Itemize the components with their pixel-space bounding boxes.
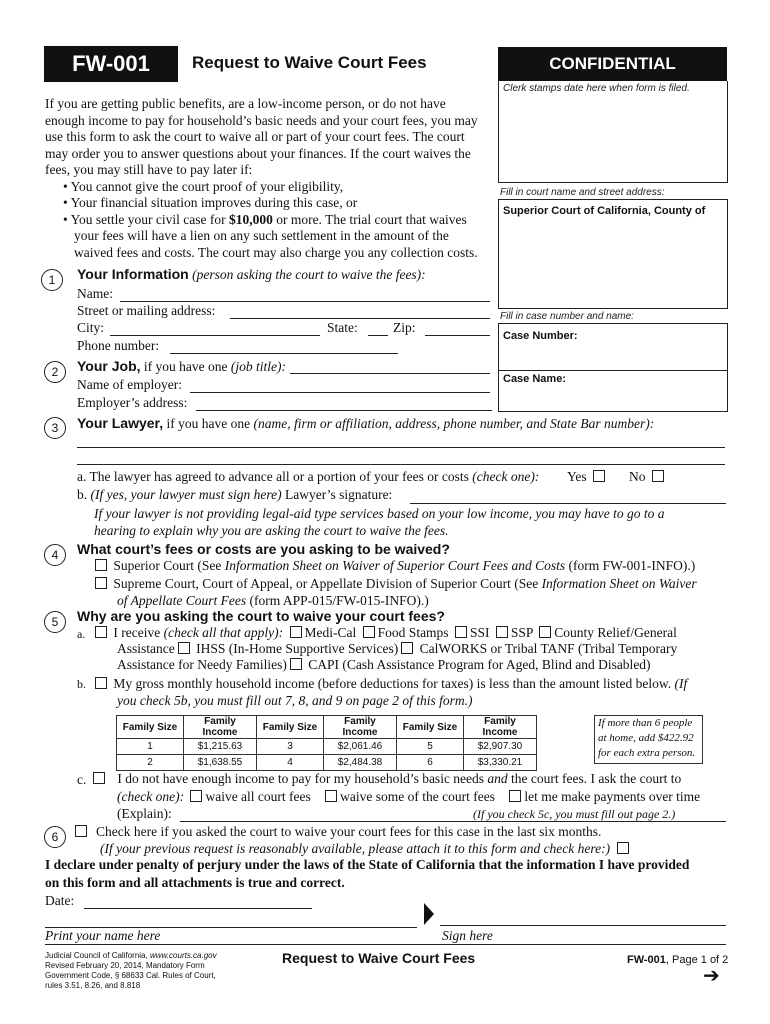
intro-bullet: • You settle your civil case for $10,000 or more. The trial court that waives: [63, 211, 467, 227]
case-info-label: Fill in case number and name:: [500, 311, 634, 322]
form-title: Request to Waive Court Fees: [192, 53, 427, 72]
employer-field[interactable]: [190, 392, 490, 393]
city-field[interactable]: [110, 335, 320, 336]
section-3-heading: Your Lawyer, if you have one (name, firm or affiliation, address, phone number, and State Bar number):: [77, 415, 655, 431]
previous-request-option: Check here if you asked the court to waive your court fees for this case in the last six months. (If your previous request is reasonably available, please attach it to this form and check here:): [72, 823, 632, 857]
case-number-box[interactable]: [498, 323, 728, 371]
waive-some-checkbox[interactable]: [325, 790, 337, 802]
footer-title: Request to Waive Court Fees: [282, 950, 476, 966]
attached-request-checkbox[interactable]: [617, 842, 629, 854]
table-cell: $2,484.38: [324, 755, 397, 771]
table-cell: 4: [257, 755, 324, 771]
section-number: 6: [44, 826, 66, 848]
section-5-heading: Why are you asking the court to waive your court fees?: [77, 608, 445, 624]
intro-line: fees, you may still have to pay later if:: [45, 162, 253, 177]
county-relief-checkbox[interactable]: [539, 626, 551, 638]
date-label: Date:: [45, 893, 75, 908]
section-number: 1: [41, 269, 63, 291]
court-name: Superior Court of California, County of: [503, 205, 706, 217]
table-cell: 6: [397, 755, 464, 771]
intro-text: [45, 96, 478, 261]
court-name-label: Fill in court name and street address:: [500, 187, 665, 198]
zip-label: Zip:: [393, 320, 416, 335]
table-cell: 3: [257, 739, 324, 755]
street-label: Street or mailing address:: [77, 303, 216, 318]
table-cell: $2,907.30: [464, 739, 537, 755]
payments-checkbox[interactable]: [509, 790, 521, 802]
benefits-line-3: Assistance for Needy Families) CAPI (Cash Assistance Program for Aged, Blind and Disabled): [117, 657, 651, 672]
date-field[interactable]: [84, 908, 312, 909]
lawyer-note: If your lawyer is not providing legal-aid type services based on your low income, you may have to go to a hearing to explain why you are asking the court to waive the fees.: [94, 506, 665, 538]
ssi-checkbox[interactable]: [455, 626, 467, 638]
sign-arrow-icon: [424, 903, 434, 925]
previous-request-checkbox[interactable]: [75, 825, 87, 837]
lawyer-advance-question: a. The lawyer has agreed to advance all or a portion of your fees or costs (check one):: [77, 469, 540, 484]
waiver-choice-line: (check one): waive all court fees waive some of the court fees let me make payments over time: [117, 789, 701, 804]
basic-needs-option: I do not have enough income to pay for my household’s basic needs and the court fees. I ask the court to: [90, 771, 681, 787]
lawyer-no-option[interactable]: No: [629, 469, 667, 485]
print-name-label: Print your name here: [45, 928, 161, 943]
name-label: Name:: [77, 286, 113, 301]
name-field[interactable]: [120, 301, 490, 302]
table-header: Family Income: [324, 716, 397, 739]
case-number-label: Case Number:: [503, 330, 578, 342]
explain-field[interactable]: [180, 821, 726, 822]
section-2-heading: Your Job, if you have one (job title):: [77, 358, 286, 374]
benefits-line-1: I receive (check all that apply): Medi-Cal Food Stamps SSI SSP County Relief/General: [92, 625, 677, 641]
waive-all-checkbox[interactable]: [190, 790, 202, 802]
ihss-checkbox[interactable]: [401, 642, 413, 654]
item-5c-letter: c.: [77, 772, 87, 787]
intro-bullet: • You cannot give the court proof of your eligibility,: [63, 178, 344, 194]
table-header: Family Size: [117, 716, 184, 739]
table-row: [117, 755, 537, 771]
employer-address-label: Employer’s address:: [77, 395, 188, 410]
court-name-box[interactable]: [498, 199, 728, 309]
intro-line: may order you to answer questions about your finances. If the court waives the: [45, 145, 471, 161]
job-title-field[interactable]: [290, 373, 490, 374]
form-id-badge: [44, 46, 178, 82]
next-page-arrow-icon[interactable]: ➔: [703, 965, 720, 987]
table-cell: $2,061.46: [324, 739, 397, 755]
clerk-stamp-box[interactable]: [498, 81, 728, 183]
confidential-label: CONFIDENTIAL: [549, 54, 676, 73]
low-income-checkbox[interactable]: [95, 677, 107, 689]
benefits-line-2: Assistance IHSS (In-Home Supportive Services) CalWORKS or Tribal TANF (Tribal Temporary: [117, 641, 678, 656]
state-field[interactable]: [368, 335, 388, 336]
phone-field[interactable]: [170, 353, 398, 354]
intro-line: use this form to ask the court to waive all or part of your court fees. The court: [45, 129, 465, 144]
phone-label: Phone number:: [77, 338, 160, 353]
city-label: City:: [77, 320, 105, 335]
intro-bullet-cont: waived fees and costs. The court may also charge you any collection costs.: [74, 244, 478, 260]
receive-benefits-checkbox[interactable]: [95, 626, 107, 638]
ssp-checkbox[interactable]: [496, 626, 508, 638]
table-cell: $3,330.21: [464, 755, 537, 771]
food-stamps-checkbox[interactable]: [363, 626, 375, 638]
employer-address-field[interactable]: [196, 410, 492, 411]
case-name-box[interactable]: [498, 369, 728, 412]
table-header: Family Size: [257, 716, 324, 739]
lawyer-signature-field[interactable]: [410, 503, 726, 504]
footer-page: FW-001, Page 1 of 2: [627, 954, 729, 966]
appellate-court-option[interactable]: Supreme Court, Court of Appeal, or Appellate Division of Superior Court (See Information Sheet on Waiver of Appellate Court Fees (form APP-015/FW-015-INFO).): [92, 575, 697, 609]
table-cell: 1: [117, 739, 184, 755]
item-5a-letter: a.: [77, 627, 86, 641]
footer-rule: [45, 944, 726, 945]
general-assistance-checkbox[interactable]: [178, 642, 190, 654]
signature-field[interactable]: [440, 925, 726, 926]
clerk-stamp-note: Clerk stamps date here when form is filed.: [503, 83, 690, 94]
council-url[interactable]: www.courts.ca.gov: [149, 951, 217, 960]
table-row: [117, 739, 537, 755]
state-label: State:: [327, 320, 358, 335]
table-header: Family Size: [397, 716, 464, 739]
table-cell: 5: [397, 739, 464, 755]
table-cell: 2: [117, 755, 184, 771]
item-5c-note: (If you check 5c, you must fill out page 2.): [473, 807, 676, 821]
table-cell: $1,638.55: [184, 755, 257, 771]
lawyer-signature-label: b. (If yes, your lawyer must sign here) Lawyer’s signature:: [77, 487, 393, 502]
lawyer-yes-option[interactable]: Yes: [567, 469, 608, 485]
intro-bullet: • Your financial situation improves during this case, or: [63, 195, 358, 210]
intro-line: enough income to pay for household’s basic needs and your court fees, you may: [45, 112, 478, 128]
section-number: 2: [44, 361, 66, 383]
table-header: Family Income: [464, 716, 537, 739]
confidential-banner: [498, 47, 727, 81]
table-header: Family Income: [184, 716, 257, 739]
sign-here-label: Sign here: [442, 928, 493, 943]
section-number: 3: [44, 417, 66, 439]
street-field[interactable]: [230, 318, 490, 319]
intro-line: If you are getting public benefits, are a low-income person, or do not have: [45, 96, 446, 111]
section-number: 5: [44, 611, 66, 633]
income-option: My gross monthly household income (before deductions for taxes) is less than the amount listed below. (If you check 5b, you must fill out 7, 8, and 9 on page 2 of this form.): [92, 675, 687, 709]
case-name-label: Case Name:: [503, 373, 566, 385]
appellate-court-checkbox[interactable]: [95, 577, 107, 589]
table-cell: $1,215.63: [184, 739, 257, 755]
footer-info: Judicial Council of California, www.courts.ca.gov Revised February 20, 2014, Mandatory Form Government Code, § 68633 Cal. Rules of Court, rules 3.51, 8.26, and 8.818: [45, 951, 217, 990]
zip-field[interactable]: [425, 335, 490, 336]
section-4-heading: What court’s fees or costs are you asking to be waived?: [77, 541, 450, 557]
declaration: I declare under penalty of perjury under the laws of the State of California that the information I have provided on this form and all attachments is true and correct.: [45, 857, 690, 890]
lawyer-info-field[interactable]: [77, 447, 725, 448]
income-table: [116, 715, 537, 771]
section-1-heading: Your Information (person asking the court to waive the fees):: [77, 266, 426, 282]
lawyer-info-field[interactable]: [77, 464, 725, 465]
explain-label: (Explain):: [117, 806, 172, 821]
extra-person-note: If more than 6 people at home, add $422.92 for each extra person.: [594, 715, 703, 764]
item-5b-letter: b.: [77, 677, 86, 691]
capi-checkbox[interactable]: [290, 658, 302, 670]
form-id: FW-001: [72, 51, 150, 76]
yes-checkbox[interactable]: [593, 470, 605, 482]
superior-court-option[interactable]: Superior Court (See Information Sheet on Waiver of Superior Court Fees and Costs (form FW-001-INFO).): [92, 558, 695, 574]
employer-label: Name of employer:: [77, 377, 182, 392]
basic-needs-checkbox[interactable]: [93, 772, 105, 784]
intro-bullet-cont: your fees will have a lien on any such settlement in the amount of the: [74, 228, 449, 243]
section-number: 4: [44, 544, 66, 566]
medical-checkbox[interactable]: [290, 626, 302, 638]
no-checkbox[interactable]: [652, 470, 664, 482]
superior-court-checkbox[interactable]: [95, 559, 107, 571]
